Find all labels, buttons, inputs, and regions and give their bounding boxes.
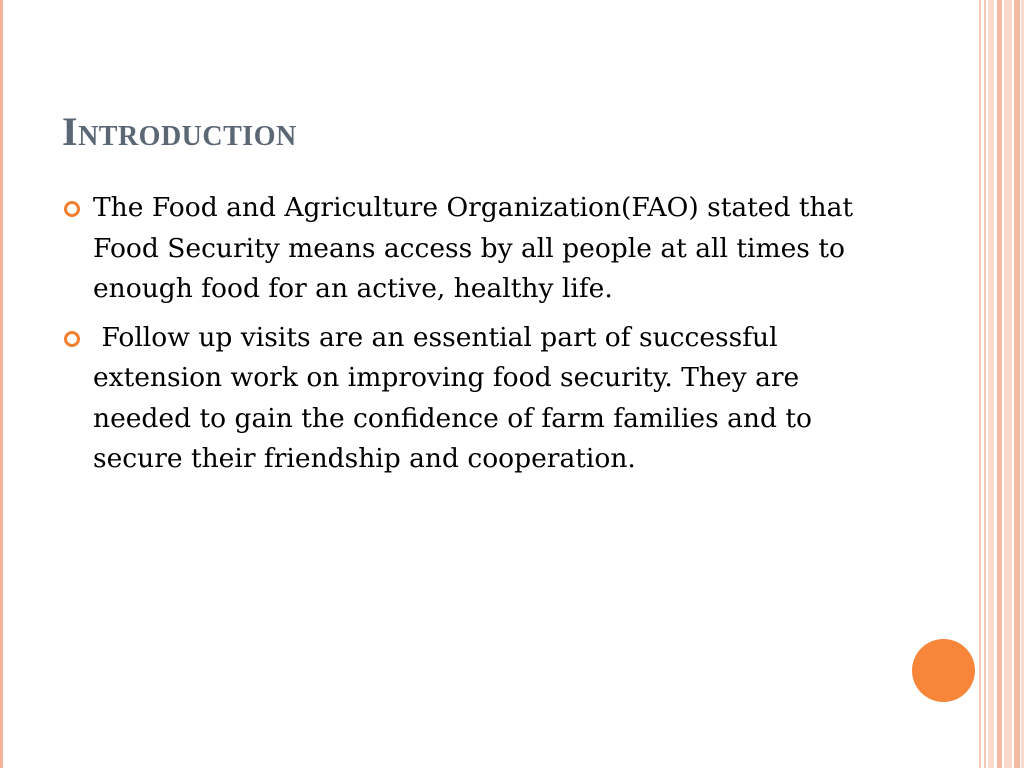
bullet-text: The Food and Agriculture Organization(FAO) stated that Food Security means access by all people at all times to enough food for an active, healthy life.	[93, 192, 862, 304]
decorative-stripe	[1014, 0, 1020, 768]
bullet-item	[62, 318, 862, 480]
bullet-text: Follow up visits are an essential part of successful extension work on improving food security. They are needed to gain the confidence of farm families and to secure their friendship and cooperation.	[93, 321, 821, 474]
bullet-circle-icon	[64, 331, 80, 347]
decorative-stripe	[984, 0, 986, 768]
decorative-stripe	[1004, 0, 1012, 768]
right-decorative-stripes	[974, 0, 1024, 768]
bullet-list	[62, 188, 862, 488]
bullet-circle-icon	[64, 201, 80, 217]
decorative-orange-circle	[912, 639, 975, 702]
decorative-stripe	[979, 0, 981, 768]
slide-title: Introduction	[62, 109, 297, 154]
decorative-stripe	[997, 0, 1002, 768]
left-border-stripe	[0, 0, 3, 768]
bullet-item	[62, 188, 862, 310]
decorative-stripe	[988, 0, 994, 768]
